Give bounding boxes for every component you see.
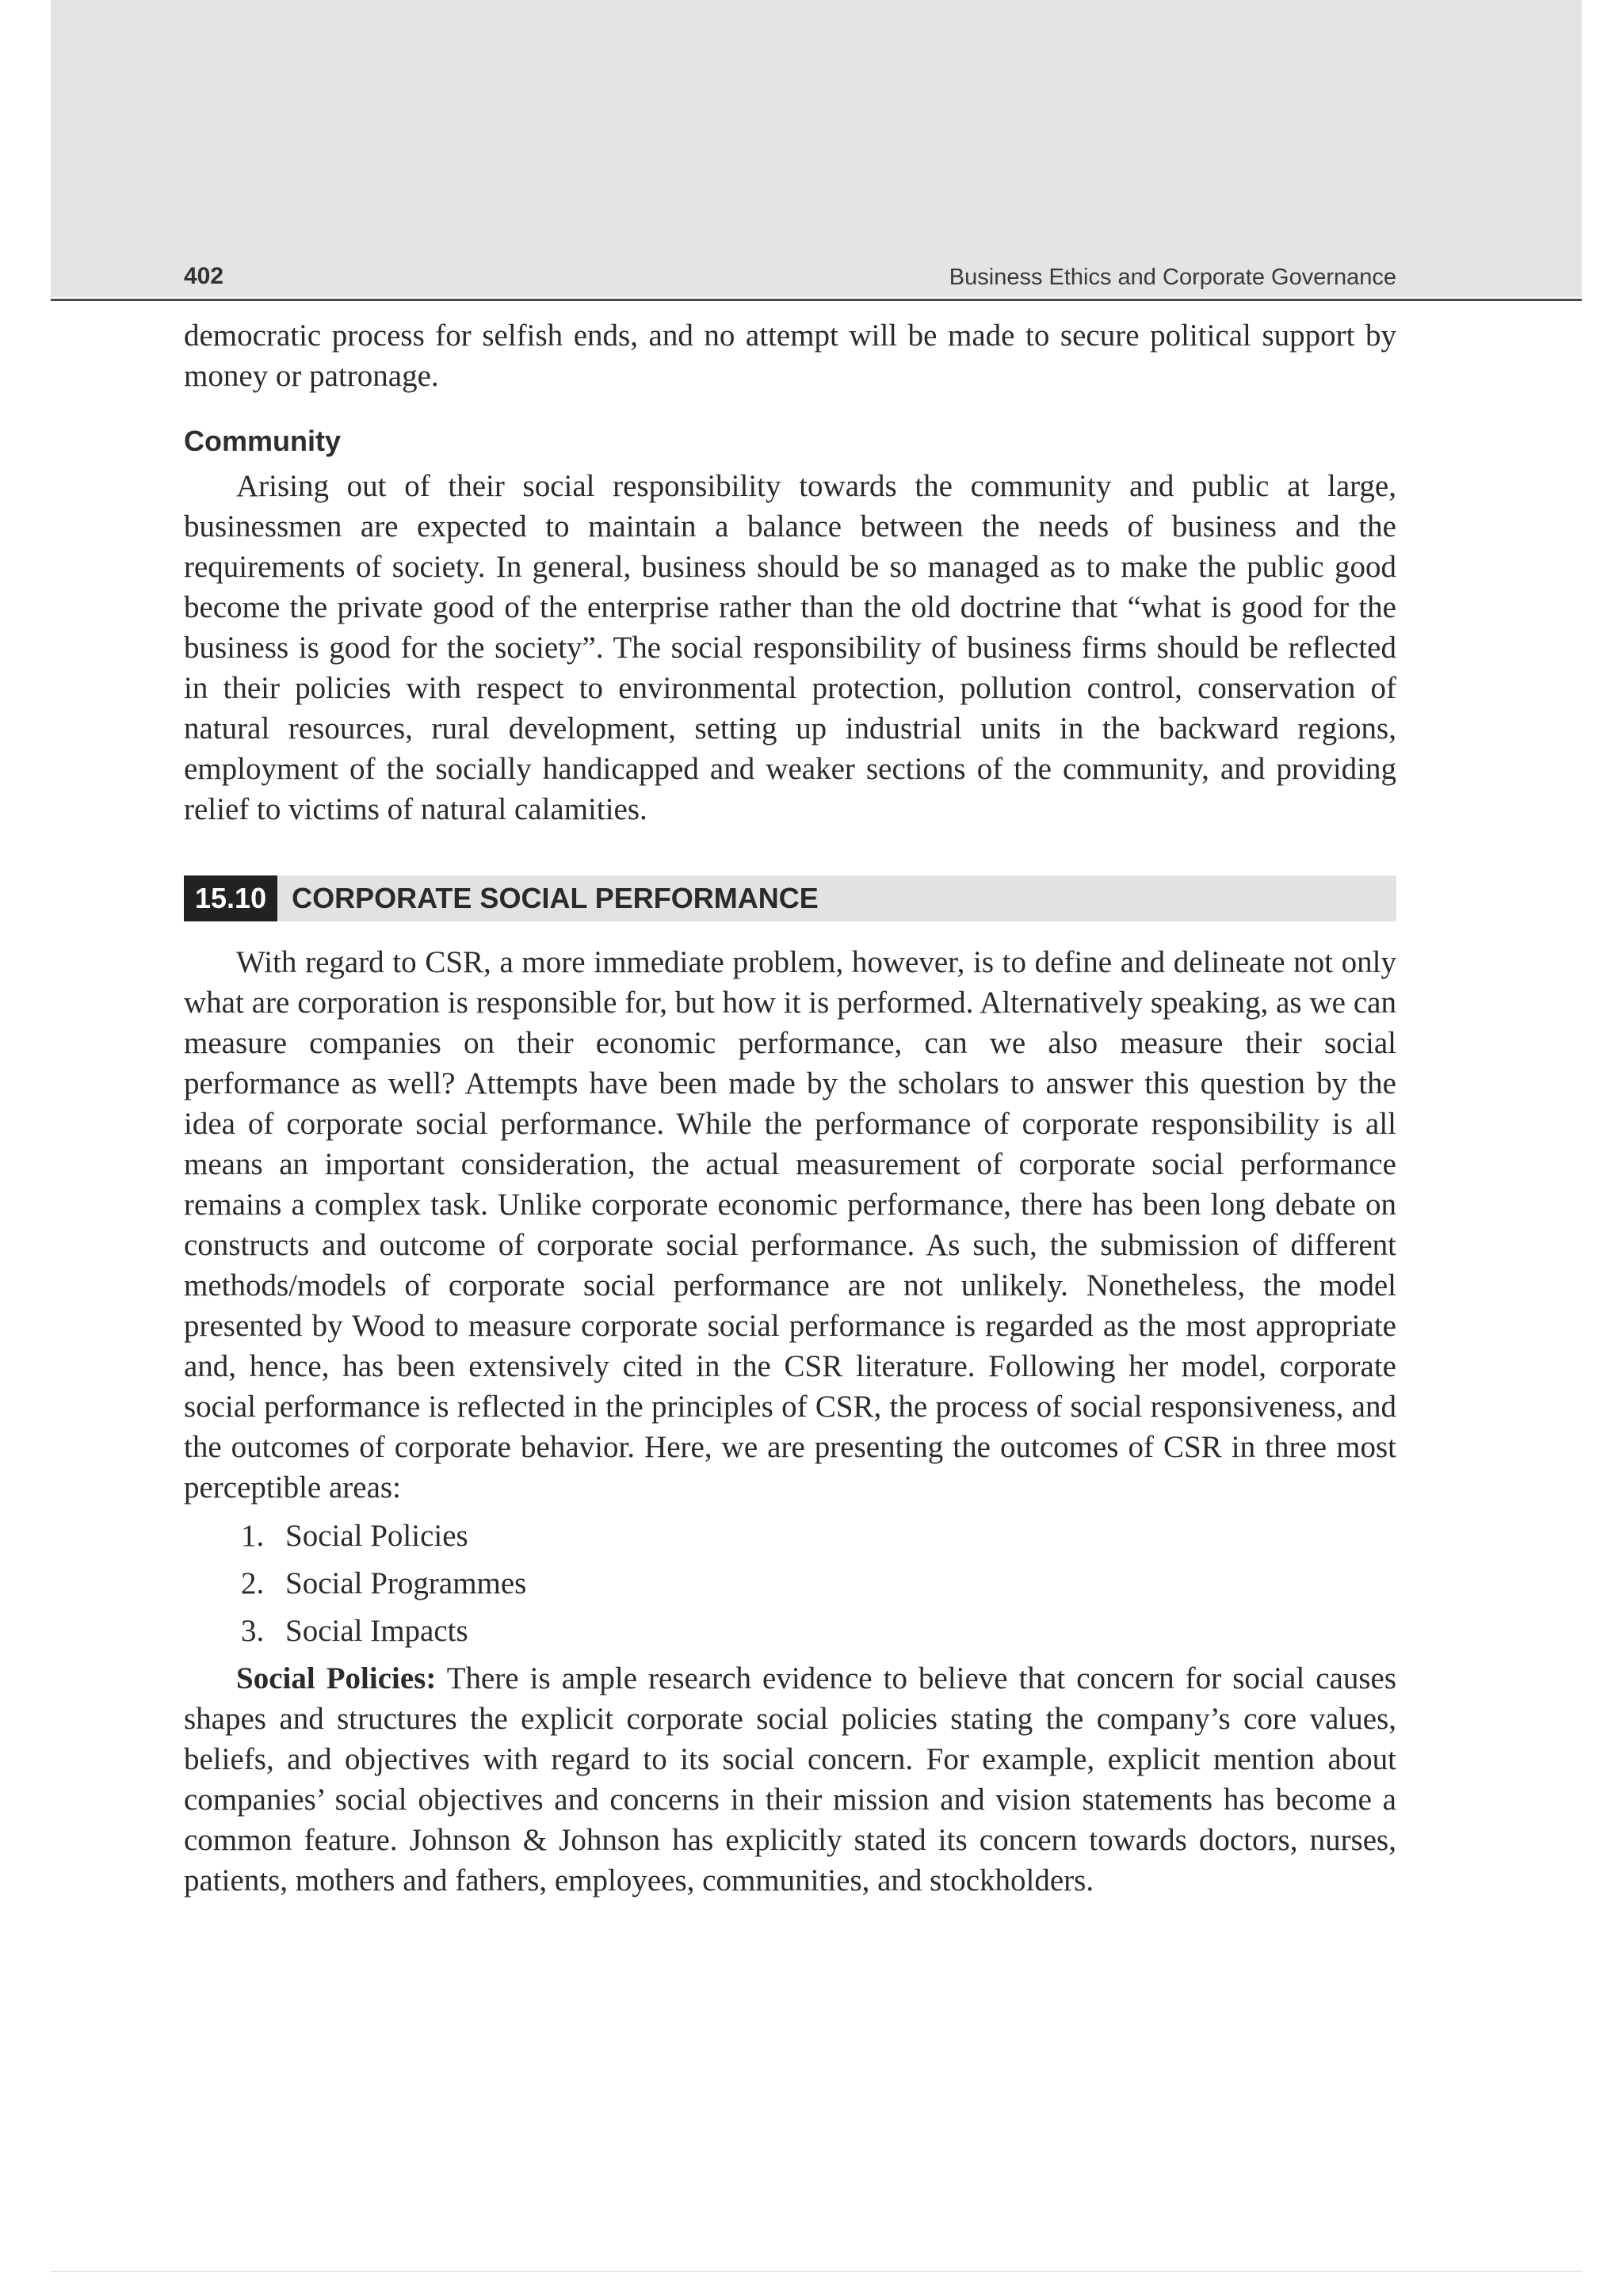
list-item-text: Social Policies [285, 1519, 468, 1553]
section-number: 15.10 [184, 875, 277, 921]
header-rule [51, 299, 1582, 301]
page-number: 402 [184, 263, 224, 289]
outcomes-list [184, 1512, 1396, 1655]
list-item-number: 1. [241, 1519, 265, 1553]
list-item [241, 1512, 1396, 1560]
section-heading [184, 875, 1396, 921]
list-item-text: Social Programmes [285, 1566, 527, 1600]
list-item [241, 1560, 1396, 1608]
list-item-number: 2. [241, 1566, 265, 1600]
footer-rule [51, 2271, 1582, 2272]
social-policies-paragraph [184, 1658, 1396, 1901]
social-policies-label: Social Policies: [236, 1661, 437, 1695]
book-title: Business Ethics and Corporate Governance [949, 265, 1396, 290]
list-item-number: 3. [241, 1614, 265, 1648]
community-paragraph: Arising out of their social responsibility towards the community and public at large, businessmen are expected to maintain a balance between the needs of business and the requirements of society. In general, business should be so managed as to make the public good become the private good of the enterprise rather than the old doctrine that “what is good for the business is good for the society”. The social responsibility of business firms should be reflected in their policies with respect to environmental protection, pollution control, conservation of natural resources, rural development, setting up industrial units in the backward regions, employment of the socially handicapped and weaker sections of the community, and providing relief to victims of natural calamities. [184, 469, 1396, 826]
community-heading: Community [184, 425, 341, 457]
continuation-paragraph: democratic process for selfish ends, and no attempt will be made to secure political support by money or patronage. [184, 318, 1396, 393]
csp-paragraph: With regard to CSR, a more immediate problem, however, is to define and delineate not only what are corporation is responsible for, but how it is performed. Alternatively speaking, as we can measure companies on their economic performance, can we also measure their social performance as well? Attempts have been made by the scholars to answer this question by the idea of corporate social performance. While the performance of corporate responsibility is all means an important consideration, the actual measurement of corporate social performance remains a complex task. Unlike corporate economic performance, there has been long debate on constructs and outcome of corporate social performance. As such, the submission of different methods/models of corporate social performance are not unlikely. Nonetheless, the model presented by Wood to measure corporate social performance is regarded as the most appropriate and, hence, has been extensively cited in the CSR literature. Following her model, corporate social performance is reflected in the principles of CSR, the process of social responsiveness, and the outcomes of corporate behavior. Here, we are presenting the outcomes of CSR in three most perceptible areas: [184, 945, 1396, 1505]
list-item [241, 1608, 1396, 1655]
page-body [184, 315, 1396, 1901]
list-item-text: Social Impacts [285, 1614, 468, 1648]
social-policies-text: There is ample research evidence to believe that concern for social causes shapes and structures the explicit corporate social policies stating the company’s core values, beliefs, and objectives with regard to its social concern. For example, explicit mention about companies’ social objectives and concerns in their mission and vision statements has become a common feature. Johnson & Johnson has explicitly stated its concern towards doctors, nurses, patients, mothers and fathers, employees, communities, and stockholders. [184, 1661, 1396, 1897]
scan-header-band [51, 0, 1582, 297]
section-title: CORPORATE SOCIAL PERFORMANCE [292, 882, 819, 914]
running-head [184, 263, 1396, 295]
